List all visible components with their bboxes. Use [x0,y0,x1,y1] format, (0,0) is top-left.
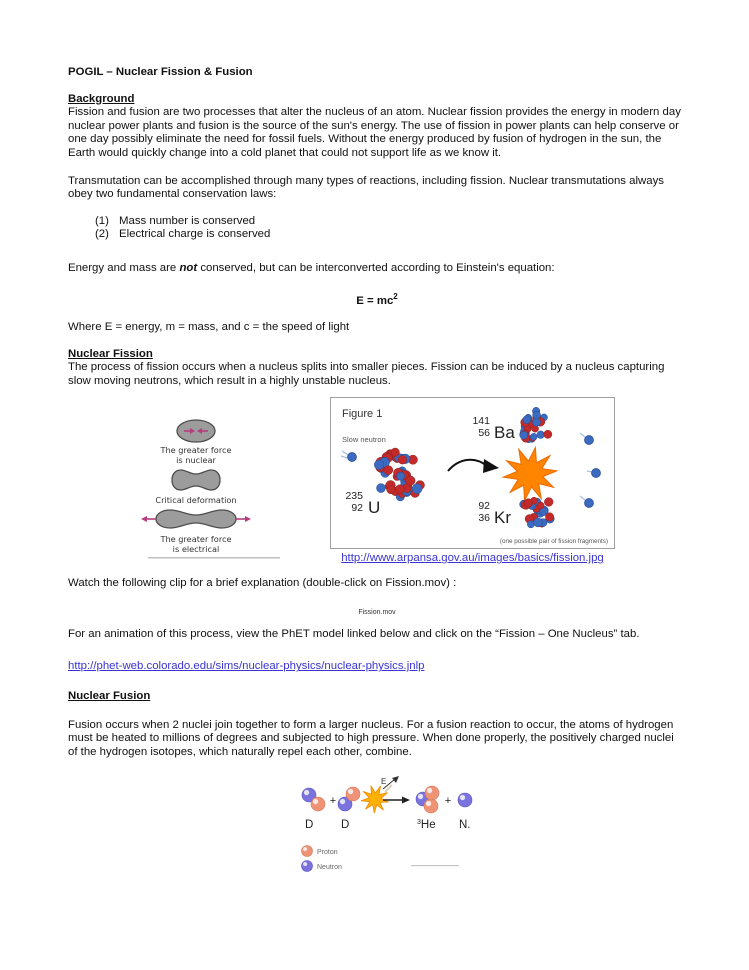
slow-neutron-label: Slow neutron [342,435,386,445]
fusion-heading: Nuclear Fusion [68,690,151,703]
legend-proton [302,846,338,857]
fusion-paragraph: Fusion occurs when 2 nuclei join together to form a larger nucleus. For a fusion reaction to occur, the atoms of hydrogen must be heated to millions of degrees and subjected to high pressure. When done properly, the positively charged nuclei of the hydrogen isotopes, which naturally repel each other, combine. [68,718,674,758]
list-item [68,228,686,242]
document-title: POGIL – Nuclear Fission & Fusion [68,66,253,78]
energy-label: E [381,777,387,787]
energy-mass-line [68,262,686,276]
deuterium-2 [338,787,360,811]
fission-movie-caption[interactable]: Fission.mov [358,608,396,616]
svg-text:36: 36 [478,512,490,525]
fission-figures-row [68,392,686,564]
nucleus-oval-stage [177,420,215,442]
list-text: Electrical charge is conserved [119,228,271,241]
energy-not-emphasis: not [179,261,198,274]
fine-print-smudge [411,865,459,866]
stretched-nucleus-stage [141,510,251,528]
helium3-nucleus [416,786,439,813]
conservation-laws-list [68,215,686,242]
list-number: (2) [95,228,109,241]
deuterium-label: D [341,819,350,832]
svg-text:141: 141 [472,415,490,428]
deuterium-label: D [305,819,314,832]
svg-text:92: 92 [478,500,490,513]
watch-clip-line: Watch the following clip for a brief explanation (double-click on Fission.mov) : [68,577,457,590]
deform-label-critical: Critical deformation [155,495,237,506]
svg-text:U: U [368,498,381,518]
arpansa-source-link[interactable]: http://www.arpansa.gov.au/images/basics/fission.jpg [341,552,604,565]
phet-link[interactable]: http://phet-web.colorado.edu/sims/nuclear-physics/nuclear-physics.jnlp [68,660,425,673]
fission-heading: Nuclear Fission [68,347,153,360]
svg-text:Neutron: Neutron [317,864,342,872]
figure1-title: Figure 1 [342,408,383,421]
background-heading: Background [68,92,135,105]
list-item [68,215,686,229]
where-line: Where E = energy, m = mass, and c = the speed of light [68,320,350,333]
svg-text:is electrical: is electrical [172,544,220,555]
energy-text: conserved, but can be interconverted according to Einstein's equation: [197,261,555,274]
neutron-label: N. [459,819,471,832]
svg-text:Ba: Ba [494,423,515,443]
deform-label-nuclear: The greater force [160,445,232,456]
svg-text:Proton: Proton [317,849,338,857]
fusion-diagram [293,775,493,875]
helium3-label: $^3$He [417,819,436,832]
deformation-diagram [140,414,320,562]
list-text: Mass number is conserved [119,214,256,227]
svg-text:92: 92 [351,502,363,515]
critical-deformation-shape [172,470,220,490]
einstein-equation [68,290,686,308]
neutron-product [458,793,472,807]
background-paragraph-1: Fission and fusion are two processes that alter the nucleus of an atom. Nuclear fission provides the energy in modern day nuclear power plants and fusion is the source of the sun's energy. The use of fission in power plants can help conserve or one day possibly eliminate the need for fossil fuels. Without the energy produced by fusion of hydrogen in the sun, the Earth would quickly change into a cold planet that could not support life as we know it. [68,106,681,159]
svg-text:Kr: Kr [494,508,511,528]
background-paragraph-2: Transmutation can be accomplished through many types of reactions, including fission. Nuclear transmutations always obey two fundamental conservation laws: [68,174,664,201]
equation-exponent: 2 [393,291,398,301]
legend-neutron [302,861,343,872]
list-number: (1) [95,214,109,227]
plus-sign: + [329,795,337,808]
plus-sign: + [444,795,452,808]
svg-text:235: 235 [345,490,363,503]
svg-text:56: 56 [478,427,490,440]
phet-animation-line: For an animation of this process, view the PhET model linked below and click on the “Fission – One Nucleus” tab. [68,627,640,640]
energy-text: Energy and mass are [68,261,180,274]
fission-paragraph: The process of fission occurs when a nucleus splits into smaller pieces. Fission can be induced by a nucleus capturing slow moving neutrons, which result in a highly unstable nucleus. [68,361,665,387]
deform-label-electrical: The greater force [160,534,232,545]
fine-print-smudge [148,557,280,559]
figure1-fission-diagram [330,397,615,549]
figure1-caption: (one possible pair of fission fragments) [499,538,608,546]
equation-base: E = mc [356,294,394,307]
deuterium-1 [302,788,325,811]
svg-text:is nuclear: is nuclear [176,455,216,466]
